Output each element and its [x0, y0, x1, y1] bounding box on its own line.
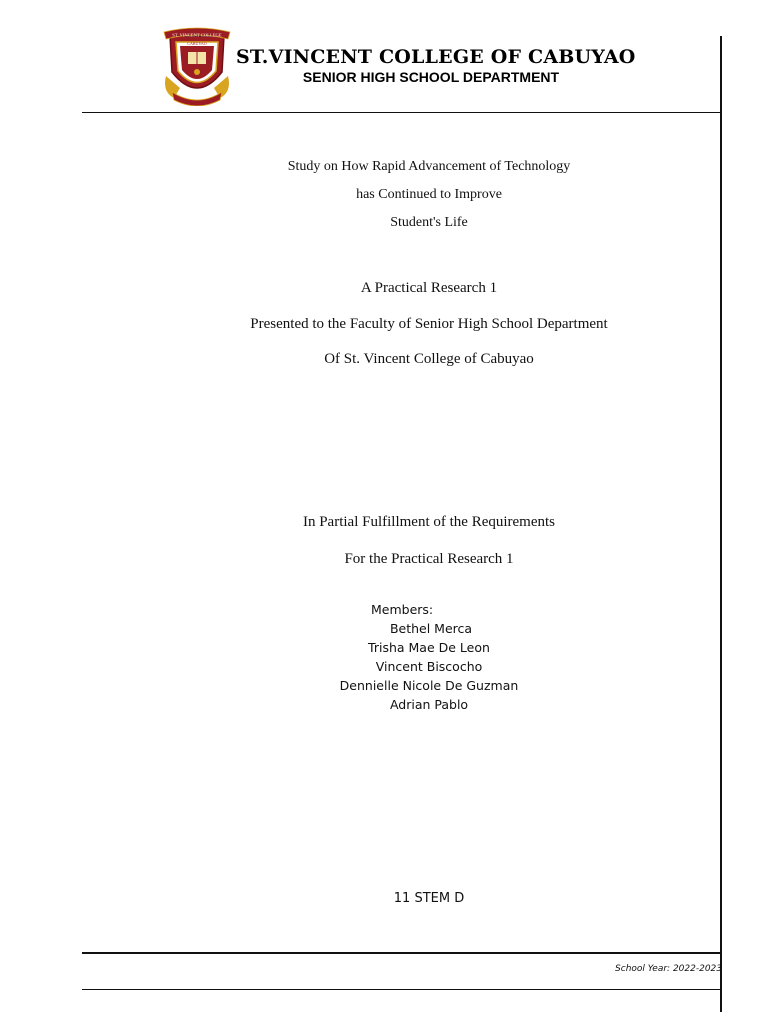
- fulfillment-line-1: In Partial Fulfillment of the Requirements: [302, 514, 556, 530]
- member-name: Adrian Pablo: [389, 697, 469, 712]
- member-name: Trisha Mae De Leon: [368, 640, 490, 655]
- research-title-line-2: has Continued to Improve: [356, 187, 502, 202]
- school-year: School Year: 2022-2023: [615, 964, 722, 974]
- institution-line: Of St. Vincent College of Cabuyao: [324, 351, 534, 367]
- research-title-line-1: Study on How Rapid Advancement of Technology: [287, 159, 571, 174]
- logo-banner-mid-text: CABUYAO: [187, 41, 207, 46]
- header-divider: [82, 112, 720, 113]
- research-title-line-3: Student's Life: [390, 215, 468, 230]
- fulfillment-line-2: For the Practical Research 1: [344, 551, 514, 567]
- school-seal-logo: [160, 26, 234, 106]
- department-name: SENIOR HIGH SCHOOL DEPARTMENT: [302, 69, 560, 85]
- footer-divider-top: [82, 952, 720, 954]
- logo-banner-top-text: ST. VINCENT COLLEGE: [172, 32, 222, 38]
- grade-section: 11 STEM D: [393, 891, 465, 906]
- member-name: Bethel Merca: [389, 621, 473, 636]
- subject-line: A Practical Research 1: [360, 280, 498, 296]
- footer-divider-bottom: [82, 989, 720, 990]
- members-label: Members:: [371, 602, 434, 617]
- member-name: Dennielle Nicole De Guzman: [339, 678, 519, 693]
- member-name: Vincent Biscocho: [375, 659, 483, 674]
- presented-to-line: Presented to the Faculty of Senior High School Department: [250, 316, 608, 332]
- school-name: ST.VINCENT COLLEGE OF CABUYAO: [236, 46, 636, 68]
